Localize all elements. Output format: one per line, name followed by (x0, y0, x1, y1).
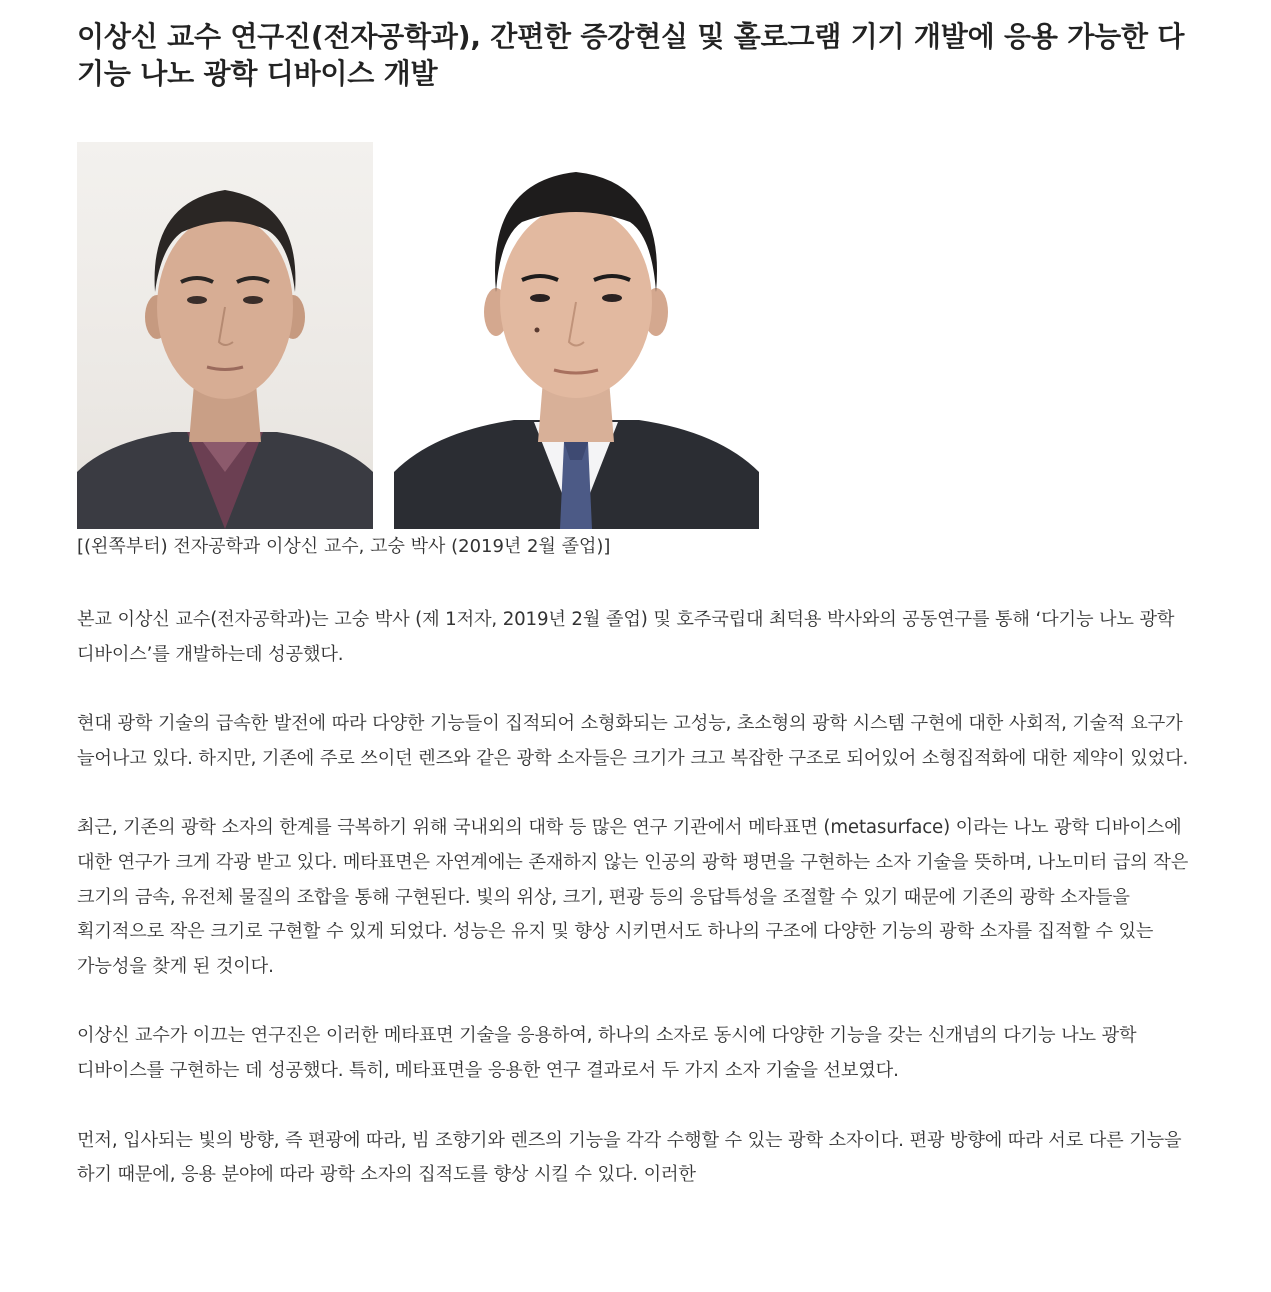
portrait-illustration-left (77, 142, 373, 529)
body-paragraph: 본교 이상신 교수(전자공학과)는 고숭 박사 (제 1저자, 2019년 2월 졸업) 및 호주국립대 최덕용 박사와의 공동연구를 통해 ‘다기능 나노 광학 디바이스’를 개발하는데 성공했다. (77, 609, 1175, 665)
portrait-photo-left (77, 142, 373, 529)
article-body (77, 603, 1192, 1228)
body-paragraph: 최근, 기존의 광학 소자의 한계를 극복하기 위해 국내외의 대학 등 많은 연구 기관에서 메타표면 (metasurface) 이라는 나노 광학 디바이스에 대한 연구가 크게 각광 받고 있다. 메타표면은 자연계에는 존재하지 않는 인공의 광학 평면을 구현하는 소자 기술을 뜻하며, 나노미터 급의 작은 크기의 금속, 유전체 물질의 조합을 통해 구현된다. 빛의 위상, 크기, 편광 등의 응답특성을 조절할 수 있기 때문에 기존의 광학 소자들을 획기적으로 작은 크기로 구현할 수 있게 되었다. 성능은 유지 및 향상 시키면서도 하나의 구조에 다양한 기능의 광학 소자를 집적할 수 있는 가능성을 찾게 된 것이다. (77, 817, 1189, 977)
body-paragraph: 이상신 교수가 이끄는 연구진은 이러한 메타표면 기술을 응용하여, 하나의 소자로 동시에 다양한 기능을 갖는 신개념의 다기능 나노 광학 디바이스를 구현하는 데 성공했다. 특히, 메타표면을 응용한 연구 결과로서 두 가지 소자 기술을 선보였다. (77, 1025, 1137, 1081)
portrait-illustration-right (394, 142, 759, 529)
portrait-photo-right (394, 142, 759, 529)
body-paragraph: 현대 광학 기술의 급속한 발전에 따라 다양한 기능들이 집적되어 소형화되는 고성능, 초소형의 광학 시스템 구현에 대한 사회적, 기술적 요구가 늘어나고 있다. 하지만, 기존에 주로 쓰이던 렌즈와 같은 광학 소자들은 크기가 크고 복잡한 구조로 되어있어 소형집적화에 대한 제약이 있었다. (77, 713, 1189, 769)
photo-caption: [(왼쪽부터) 전자공학과 이상신 교수, 고숭 박사 (2019년 2월 졸업)] (77, 536, 611, 557)
article-title: 이상신 교수 연구진(전자공학과), 간편한 증강현실 및 홀로그램 기기 개발에 응용 가능한 다기능 나노 광학 디바이스 개발 (77, 20, 1185, 90)
photo-group (77, 142, 767, 529)
article (77, 18, 1207, 1186)
body-paragraph: 먼저, 입사되는 빛의 방향, 즉 편광에 따라, 빔 조향기와 렌즈의 기능을 각각 수행할 수 있는 광학 소자이다. 편광 방향에 따라 서로 다른 기능을 하기 때문에, 응용 분야에 따라 광학 소자의 집적도를 향상 시킬 수 있다. 이러한 (77, 1129, 1182, 1186)
